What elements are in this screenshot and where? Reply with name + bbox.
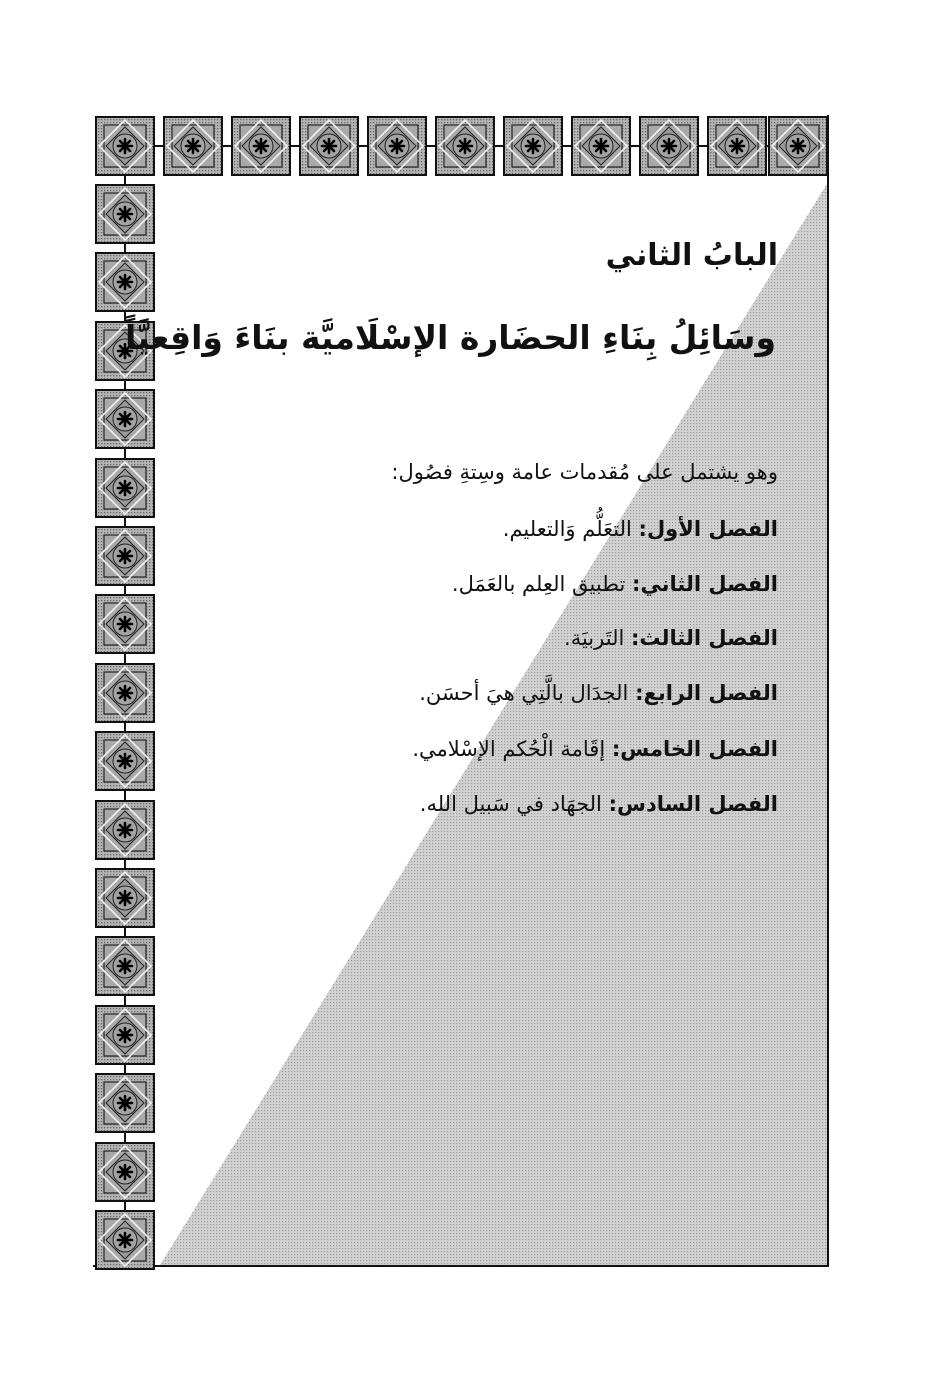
tile-connector: [124, 928, 126, 936]
ornament-tile-icon: [571, 116, 631, 176]
chapter-title: إقَامة الْحُكم الإسْلامي.: [412, 737, 606, 761]
ornament-tile-icon: [95, 868, 155, 928]
chapter-item: [503, 517, 778, 541]
tile-connector: [124, 996, 126, 1005]
ornament-tile-icon: [435, 116, 495, 176]
chapter-label: الفصل الأول:: [638, 517, 778, 541]
chapter-label: الفصل الرابع:: [635, 681, 778, 705]
tile-connector: [124, 244, 126, 252]
tile-connector: [124, 449, 126, 458]
chapter-label: الفصل الخامس:: [611, 737, 778, 761]
ornament-tile-icon: [95, 663, 155, 723]
tile-connector: [124, 1133, 126, 1142]
tile-connector: [124, 586, 126, 594]
chapter-title: الجهَاد في سَبيل الله.: [419, 792, 602, 816]
ornament-tile-icon: [95, 458, 155, 518]
tile-connector: [124, 1202, 126, 1210]
tile-connector: [124, 654, 126, 663]
ornament-tile-icon: [95, 252, 155, 312]
chapter-title: التَربيَة.: [564, 626, 625, 650]
tile-connector: [427, 145, 435, 147]
ornament-tile-icon: [95, 1142, 155, 1202]
ornament-tile-icon: [163, 116, 223, 176]
tile-connector: [223, 145, 231, 147]
tile-connector: [124, 791, 126, 800]
ornament-tile-icon: [639, 116, 699, 176]
ornament-tile-icon: [768, 116, 828, 176]
ornament-tile-icon: [707, 116, 767, 176]
ornament-tile-icon: [299, 116, 359, 176]
tile-connector: [155, 145, 163, 147]
tile-connector: [124, 176, 126, 184]
tile-connector: [124, 723, 126, 731]
ornament-tile-icon: [95, 1073, 155, 1133]
frame-bottom-border: [93, 1265, 829, 1267]
tile-connector: [124, 1065, 126, 1073]
chapter-item: [452, 572, 778, 596]
ornament-tile-icon: [95, 526, 155, 586]
ornament-tile-icon: [367, 116, 427, 176]
tile-connector: [124, 518, 126, 526]
chapter-item: [564, 626, 778, 650]
chapter-item: [419, 681, 778, 705]
ornament-tile-icon: [95, 731, 155, 791]
ornament-tile-icon: [503, 116, 563, 176]
ornament-tile-icon: [95, 116, 155, 176]
ornament-tile-icon: [95, 594, 155, 654]
tile-connector: [495, 145, 503, 147]
tile-connector: [631, 145, 639, 147]
tile-connector: [124, 381, 126, 389]
chapter-item: [420, 792, 778, 816]
part-title: البابُ الثاني: [605, 238, 778, 273]
chapter-item: [412, 737, 778, 761]
tile-connector: [699, 145, 707, 147]
ornament-tile-icon: [95, 1005, 155, 1065]
book-title: وسَائِلُ بِنَاءِ الحضَارة الإسْلَاميَّة بنَاءَ وَاقِعيَّاً: [125, 318, 776, 357]
chapter-title: الجدَال بالَّتِي هيَ أحسَن.: [419, 681, 629, 705]
chapter-label: الفصل الثاني:: [631, 572, 778, 596]
ornament-tile-icon: [95, 936, 155, 996]
tile-connector: [563, 145, 571, 147]
ornament-tile-icon: [95, 800, 155, 860]
chapter-label: الفصل السادس:: [608, 792, 778, 816]
ornament-tile-icon: [231, 116, 291, 176]
chapter-title: التعَلُّم وَالتعليم.: [502, 517, 632, 541]
page-content: [125, 180, 828, 1265]
ornament-tile-icon: [95, 184, 155, 244]
tile-connector: [359, 145, 367, 147]
tile-connector: [124, 860, 126, 868]
tile-connector: [291, 145, 299, 147]
ornament-tile-icon: [95, 389, 155, 449]
ornament-tile-icon: [95, 1210, 155, 1270]
intro-line: وهو يشتمل على مُقدمات عامة وسِتةِ فصُول:: [391, 460, 778, 484]
chapter-title: تطبيق العِلم بالعَمَل.: [451, 572, 626, 596]
chapter-label: الفصل الثالث:: [631, 626, 778, 650]
